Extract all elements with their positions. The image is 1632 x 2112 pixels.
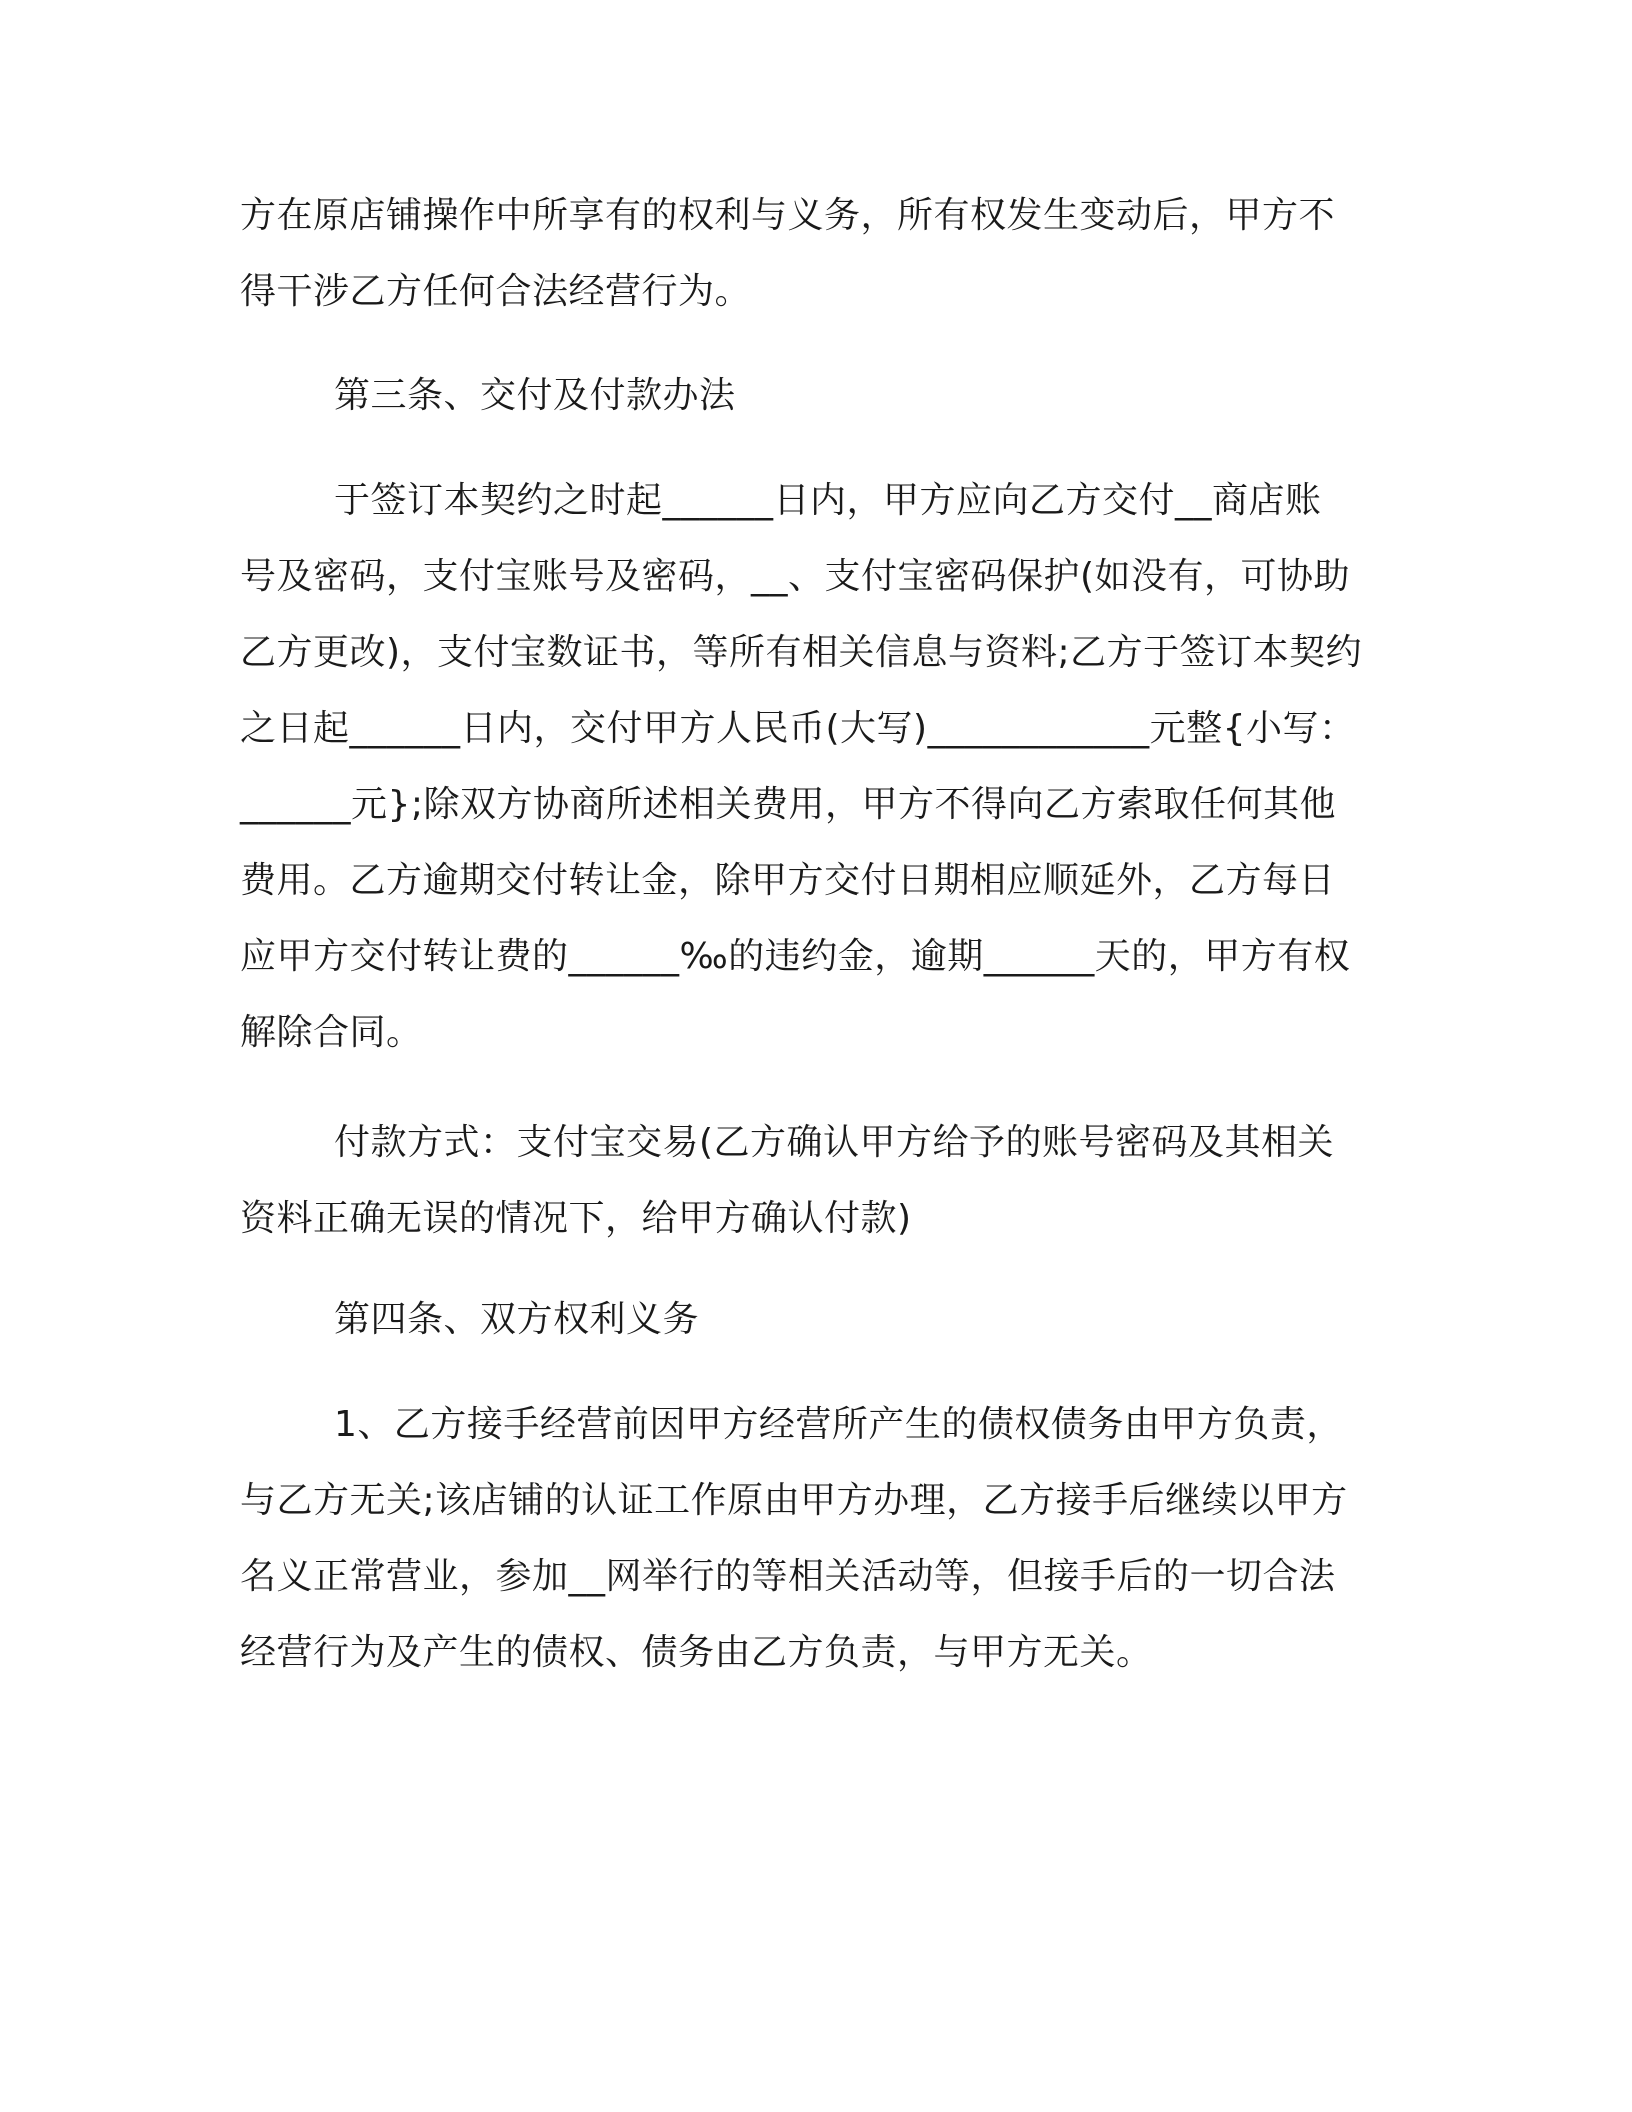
text-line: 乙方更改)，支付宝数证书，等所有相关信息与资料;乙方于签订本契约 (240, 632, 1363, 673)
paragraph-rights-item-1 (240, 1387, 1400, 1691)
text-line: 解除合同。 (240, 1012, 423, 1053)
text-line: 之日起______日内，交付甲方人民币(大写)____________元整{小写： (240, 708, 1356, 749)
paragraph-continuation (240, 178, 1400, 330)
text-line: 名义正常营业，参加__网举行的等相关活动等，但接手后的一切合法 (240, 1556, 1336, 1597)
paragraph-payment-method (240, 1105, 1400, 1257)
text-line: 资料正确无误的情况下，给甲方确认付款) (240, 1198, 912, 1239)
article-3-heading (240, 358, 1400, 434)
text-line: 经营行为及产生的债权、债务由乙方负责，与甲方无关。 (240, 1632, 1153, 1673)
text-line: 得干涉乙方任何合法经营行为。 (240, 271, 752, 312)
text-line: 第四条、双方权利义务 (334, 1299, 700, 1340)
paragraph-delivery-payment (240, 463, 1400, 1071)
text-line: 付款方式：支付宝交易(乙方确认甲方给予的账号密码及其相关 (334, 1122, 1335, 1163)
text-line: 于签订本契约之时起______日内，甲方应向乙方交付__商店账 (334, 480, 1322, 521)
article-4-heading (240, 1282, 1400, 1358)
text-line: 1、乙方接手经营前因甲方经营所产生的债权债务由甲方负责， (334, 1404, 1343, 1445)
text-line: 费用。乙方逾期交付转让金，除甲方交付日期相应顺延外，乙方每日 (240, 860, 1336, 901)
text-line: 与乙方无关;该店铺的认证工作原由甲方办理，乙方接手后继续以甲方 (240, 1480, 1348, 1521)
text-line: 第三条、交付及付款办法 (334, 375, 736, 416)
text-line: ______元};除双方协商所述相关费用，甲方不得向乙方索取任何其他 (240, 784, 1337, 825)
text-line: 应甲方交付转让费的______‰的违约金，逾期______天的，甲方有权 (240, 936, 1351, 977)
text-line: 方在原店铺操作中所享有的权利与义务，所有权发生变动后，甲方不 (240, 195, 1336, 236)
text-line: 号及密码，支付宝账号及密码，__、支付宝密码保护(如没有，可协助 (240, 556, 1351, 597)
